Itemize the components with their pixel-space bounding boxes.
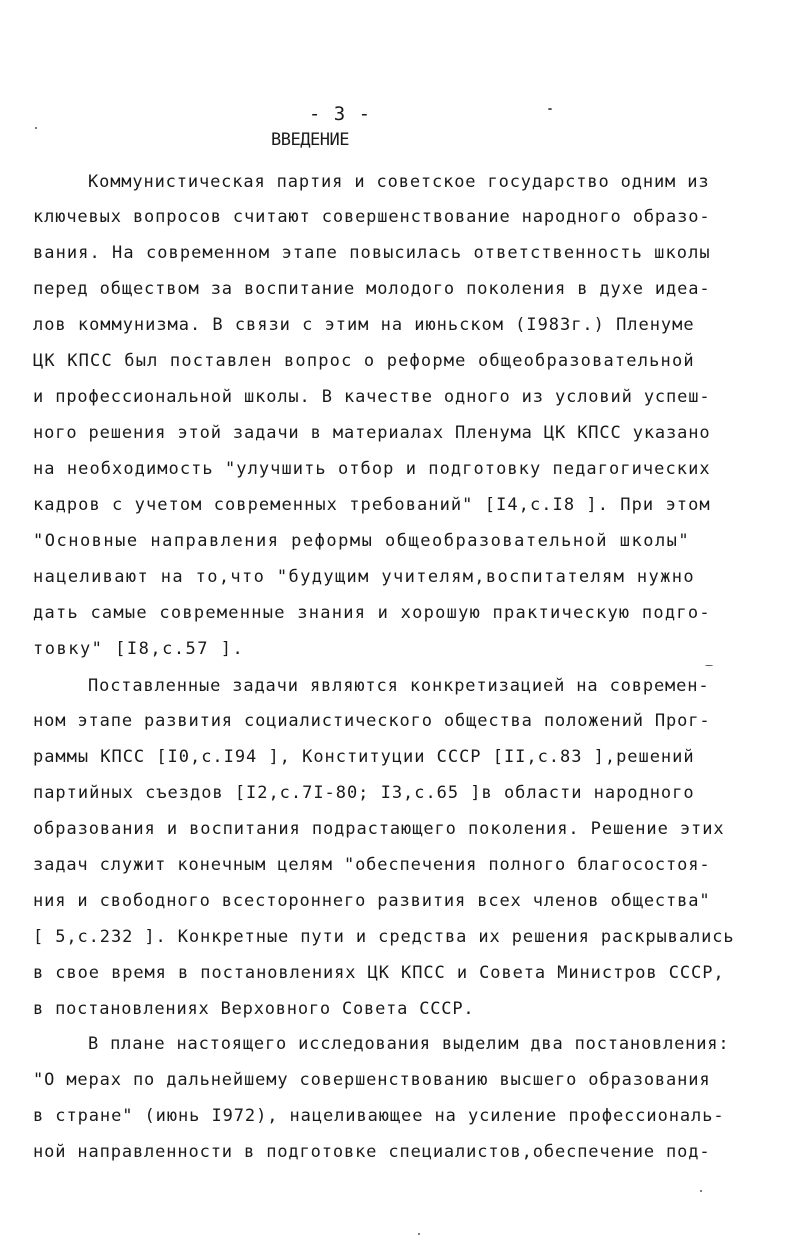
text-line: ной направленности в подготовке специалистов,обеспечение под-	[33, 1142, 711, 1162]
text-line: дать самые современные знания и хорошую практическую подго-	[33, 603, 711, 623]
text-line: ключевых вопросов считают совершенствование народного образо-	[33, 207, 711, 227]
text-line: перед обществом за воспитание молодого поколения в духе идеа-	[33, 279, 711, 299]
text-line: ного решения этой задачи в материалах Пленума ЦК КПСС указано	[33, 423, 711, 443]
section-heading: ВВЕДЕНИЕ	[271, 130, 349, 150]
text-line: ния и свободного всестороннего развития всех членов общества"	[33, 891, 711, 911]
text-line: В плане настоящего исследования выделим два постановления:	[88, 1034, 730, 1054]
text-line: в свое время в постановлениях ЦК КПСС и Совета Министров СССР,	[33, 963, 725, 983]
scan-speck	[705, 665, 713, 666]
text-line: и профессиональной школы. В качестве одного из условий успеш-	[33, 387, 711, 407]
text-line: партийных съездов [I2,с.7I-80; I3,с.65 ]в области народного	[33, 783, 695, 803]
scan-speck	[35, 127, 37, 129]
text-line: нацеливают на то,что "будущим учителям,воспитателям нужно	[33, 567, 695, 587]
text-line: раммы КПСС [I0,с.I94 ], Конституции СССР [II,с.83 ],решений	[33, 747, 695, 767]
text-line: ЦК КПСС был поставлен вопрос о реформе общеобразовательной	[33, 351, 695, 371]
scan-speck	[418, 1233, 420, 1235]
text-line: задач служит конечным целям "обеспечения полного благосостоя-	[33, 855, 711, 875]
text-line: вания. На современном этапе повысилась ответственность школы	[33, 243, 711, 263]
text-line: [ 5,с.232 ]. Конкретные пути и средства их решения раскрывались	[33, 927, 735, 947]
text-line: образования и воспитания подрастающего поколения. Решение этих	[33, 819, 725, 839]
text-line: кадров с учетом современных требований" [I4,с.I8 ]. При этом	[33, 495, 711, 515]
text-line: в постановлениях Верховного Совета СССР.	[33, 999, 475, 1019]
text-line: товку" [I8,с.57 ].	[33, 639, 245, 659]
text-line: лов коммунизма. В связи с этим на июньском (I983г.) Пленуме	[33, 315, 695, 335]
text-line: "О мерах по дальнейшему совершенствованию высшего образования	[33, 1070, 711, 1090]
page-number: - 3 -	[308, 103, 372, 125]
text-line: в стране" (июнь I972), нацеливающее на усиление профессиональ-	[33, 1106, 725, 1126]
scan-speck	[700, 1190, 702, 1192]
scan-speck	[548, 108, 552, 110]
text-line: Поставленные задачи являются конкретизацией на современ-	[88, 676, 710, 696]
text-line: Коммунистическая партия и советское государство одним из	[88, 172, 710, 192]
text-line: на необходимость "улучшить отбор и подготовку педагогических	[33, 459, 711, 479]
text-line: "Основные направления реформы общеобразовательной школы"	[33, 531, 691, 551]
text-line: ном этапе развития социалистического общества положений Прог-	[33, 711, 711, 731]
